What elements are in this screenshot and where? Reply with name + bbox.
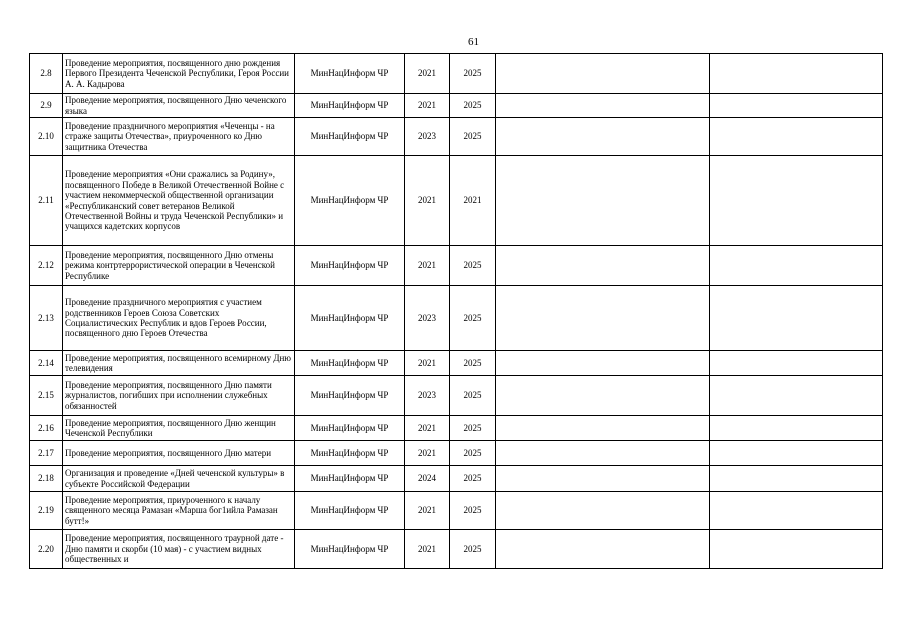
table-row xyxy=(30,118,883,156)
event-description: Проведение мероприятия, посвященного Дню матери xyxy=(63,441,295,466)
event-description: Проведение праздничного мероприятия с участием родственников Героев Союза Советских Социалистических Республик и вдов Героев России, посвященного дню Героев Отечества xyxy=(63,286,295,351)
start-year: 2023 xyxy=(405,118,450,156)
responsible-organization: МинНацИнформ ЧР xyxy=(295,286,405,351)
end-year: 2025 xyxy=(450,118,496,156)
event-description: Проведение мероприятия, посвященного Дню чеченского языка xyxy=(63,94,295,118)
page-number: 61 xyxy=(468,36,479,48)
end-year: 2025 xyxy=(450,416,496,441)
row-number: 2.8 xyxy=(30,54,63,94)
events-table xyxy=(29,53,883,569)
row-number: 2.20 xyxy=(30,530,63,569)
start-year: 2021 xyxy=(405,492,450,530)
event-description: Организация и проведение «Дней чеченской культуры» в субъекте Российской Федерации xyxy=(63,466,295,492)
responsible-organization: МинНацИнформ ЧР xyxy=(295,118,405,156)
start-year: 2021 xyxy=(405,246,450,286)
table-row xyxy=(30,54,883,94)
table-row xyxy=(30,441,883,466)
table-row xyxy=(30,246,883,286)
empty-cell xyxy=(496,54,710,94)
empty-cell xyxy=(496,530,710,569)
end-year: 2025 xyxy=(450,94,496,118)
end-year: 2025 xyxy=(450,466,496,492)
responsible-organization: МинНацИнформ ЧР xyxy=(295,376,405,416)
empty-cell xyxy=(496,94,710,118)
row-number: 2.16 xyxy=(30,416,63,441)
empty-cell xyxy=(496,351,710,376)
table-row xyxy=(30,530,883,569)
event-description: Проведение праздничного мероприятия «Чеченцы - на страже защиты Отечества», приуроченного ко Дню защитника Отечества xyxy=(63,118,295,156)
start-year: 2021 xyxy=(405,54,450,94)
end-year: 2025 xyxy=(450,54,496,94)
start-year: 2023 xyxy=(405,376,450,416)
row-number: 2.9 xyxy=(30,94,63,118)
row-number: 2.14 xyxy=(30,351,63,376)
table-row xyxy=(30,156,883,246)
table-row xyxy=(30,416,883,441)
responsible-organization: МинНацИнформ ЧР xyxy=(295,466,405,492)
start-year: 2021 xyxy=(405,351,450,376)
row-number: 2.15 xyxy=(30,376,63,416)
empty-cell xyxy=(496,492,710,530)
empty-cell xyxy=(710,492,883,530)
start-year: 2023 xyxy=(405,286,450,351)
empty-cell xyxy=(710,118,883,156)
empty-cell xyxy=(710,441,883,466)
empty-cell xyxy=(496,441,710,466)
table-row xyxy=(30,466,883,492)
event-description: Проведение мероприятия, приуроченного к началу священного месяца Рамазан «Марша бог1ийла Рамазан бутт!» xyxy=(63,492,295,530)
empty-cell xyxy=(496,466,710,492)
empty-cell xyxy=(496,376,710,416)
empty-cell xyxy=(710,466,883,492)
table-body xyxy=(30,54,883,569)
end-year: 2025 xyxy=(450,376,496,416)
row-number: 2.19 xyxy=(30,492,63,530)
empty-cell xyxy=(496,246,710,286)
start-year: 2021 xyxy=(405,156,450,246)
end-year: 2025 xyxy=(450,441,496,466)
event-description: Проведение мероприятия, посвященного Дню отмены режима контртеррористической операции в Чеченской Республике xyxy=(63,246,295,286)
event-description: Проведение мероприятия «Они сражались за Родину», посвященного Победе в Великой Отечественной Войне с участием некоммерческой общественной организации «Республиканский совет ветеранов Великой Отечественной Войны и труда Чеченской Республики» и учащихся кадетских корпусов xyxy=(63,156,295,246)
empty-cell xyxy=(496,286,710,351)
event-description: Проведение мероприятия, посвященного всемирному Дню телевидения xyxy=(63,351,295,376)
responsible-organization: МинНацИнформ ЧР xyxy=(295,530,405,569)
start-year: 2021 xyxy=(405,441,450,466)
row-number: 2.10 xyxy=(30,118,63,156)
empty-cell xyxy=(496,156,710,246)
responsible-organization: МинНацИнформ ЧР xyxy=(295,416,405,441)
empty-cell xyxy=(710,286,883,351)
end-year: 2025 xyxy=(450,530,496,569)
table-row xyxy=(30,94,883,118)
responsible-organization: МинНацИнформ ЧР xyxy=(295,94,405,118)
row-number: 2.17 xyxy=(30,441,63,466)
empty-cell xyxy=(710,530,883,569)
responsible-organization: МинНацИнформ ЧР xyxy=(295,156,405,246)
row-number: 2.11 xyxy=(30,156,63,246)
row-number: 2.12 xyxy=(30,246,63,286)
empty-cell xyxy=(710,246,883,286)
empty-cell xyxy=(496,118,710,156)
end-year: 2021 xyxy=(450,156,496,246)
empty-cell xyxy=(496,416,710,441)
table-row xyxy=(30,492,883,530)
start-year: 2021 xyxy=(405,94,450,118)
row-number: 2.18 xyxy=(30,466,63,492)
event-description: Проведение мероприятия, посвященного дню рождения Первого Президента Чеченской Республики, Героя России А. А. Кадырова xyxy=(63,54,295,94)
start-year: 2021 xyxy=(405,530,450,569)
empty-cell xyxy=(710,376,883,416)
responsible-organization: МинНацИнформ ЧР xyxy=(295,351,405,376)
empty-cell xyxy=(710,156,883,246)
start-year: 2024 xyxy=(405,466,450,492)
responsible-organization: МинНацИнформ ЧР xyxy=(295,54,405,94)
event-description: Проведение мероприятия, посвященного Дню женщин Чеченской Республики xyxy=(63,416,295,441)
empty-cell xyxy=(710,351,883,376)
table-row xyxy=(30,351,883,376)
end-year: 2025 xyxy=(450,492,496,530)
empty-cell xyxy=(710,94,883,118)
row-number: 2.13 xyxy=(30,286,63,351)
empty-cell xyxy=(710,54,883,94)
responsible-organization: МинНацИнформ ЧР xyxy=(295,492,405,530)
end-year: 2025 xyxy=(450,351,496,376)
responsible-organization: МинНацИнформ ЧР xyxy=(295,441,405,466)
event-description: Проведение мероприятия, посвященного траурной дате - Дню памяти и скорби (10 мая) - с участием видных общественных и xyxy=(63,530,295,569)
table-row xyxy=(30,376,883,416)
table-row xyxy=(30,286,883,351)
responsible-organization: МинНацИнформ ЧР xyxy=(295,246,405,286)
end-year: 2025 xyxy=(450,286,496,351)
end-year: 2025 xyxy=(450,246,496,286)
start-year: 2021 xyxy=(405,416,450,441)
event-description: Проведение мероприятия, посвященного Дню памяти журналистов, погибших при исполнении служебных обязанностей xyxy=(63,376,295,416)
empty-cell xyxy=(710,416,883,441)
